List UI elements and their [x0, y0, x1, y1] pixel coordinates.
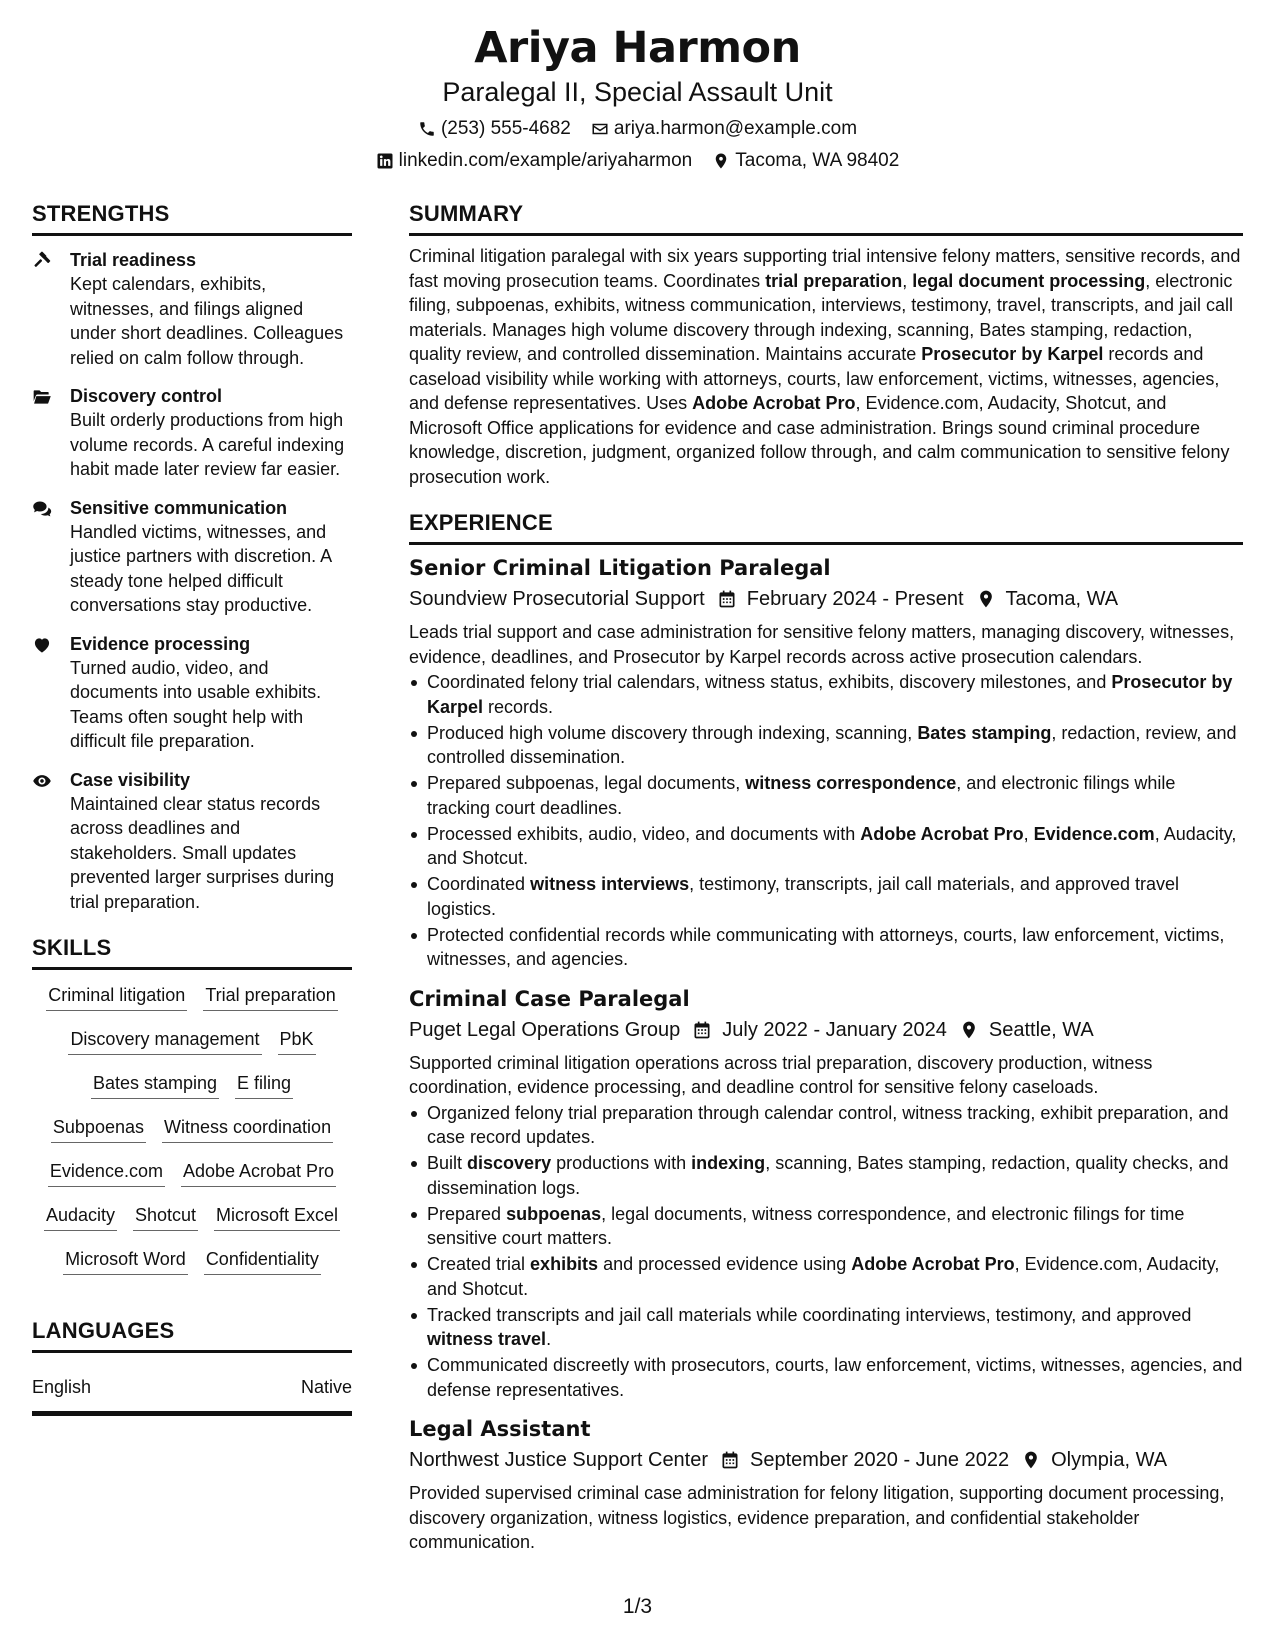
strengths-list	[32, 248, 352, 914]
skill-row	[32, 1204, 352, 1231]
job-title: Senior Criminal Litigation Paralegal	[409, 556, 831, 580]
bullet-item: Produced high volume discovery through indexing, scanning, Bates stamping, redaction, review, and controlled dissemination.	[409, 721, 1243, 770]
job-bullets	[409, 1101, 1243, 1403]
skills-heading: SKILLS	[32, 934, 352, 970]
email-text: ariya.harmon@example.com	[613, 118, 858, 139]
skill-tag: Trial preparation	[203, 984, 337, 1011]
experience-section	[409, 509, 1243, 1555]
location-contact	[712, 148, 899, 174]
job-meta	[409, 584, 1243, 614]
job-location: Tacoma, WA	[1005, 588, 1119, 610]
skills-section	[32, 934, 352, 1275]
summary-section	[409, 200, 1243, 489]
resume-header	[0, 22, 1275, 174]
skill-tag: Subpoenas	[51, 1116, 146, 1143]
strength-item	[32, 384, 352, 482]
bullet-item: Built discovery productions with indexing, scanning, Bates stamping, redaction, quality checks, and dissemination logs.	[409, 1151, 1243, 1200]
linkedin-icon	[376, 152, 394, 170]
skill-row	[32, 984, 352, 1011]
calendar-icon	[720, 1450, 740, 1470]
job-dates: July 2022 - January 2024	[722, 1018, 947, 1041]
language-row	[32, 1375, 352, 1416]
summary-text: Criminal litigation paralegal with six years supporting trial intensive felony matters, sensitive records, and fast moving prosecution teams. Coordinates trial preparation, legal document processing, electronic filing, subpoenas, exhibits, witness communication, interviews, testimony, travel, transcripts, and jail call materials. Manages high volume discovery through indexing, scanning, Bates stamping, redaction, quality review, and controlled dissemination. Maintains accurate Prosecutor by Karpel records and caseload visibility while working with attorneys, courts, law enforcement, victims, witnesses, agencies, and defense representatives. Uses Adobe Acrobat Pro, Evidence.com, Audacity, Shotcut, and Microsoft Office applications for evidence and case administration. Brings sound criminal procedure knowledge, discretion, judgment, organized follow through, and calm communication to sensitive felony prosecution work.	[409, 246, 1241, 487]
skill-row	[32, 1160, 352, 1187]
job-description: Leads trial support and case administration for sensitive felony matters, managing discovery, witnesses, evidence, deadlines, and Prosecutor by Karpel records across active prosecution calendars.	[409, 622, 1235, 667]
job-company: Soundview Prosecutorial Support	[409, 588, 705, 610]
bullet-item: Prepared subpoenas, legal documents, witness correspondence, and electronic filings while tracking court deadlines.	[409, 771, 1243, 820]
languages-section	[32, 1317, 352, 1416]
experience-heading: EXPERIENCE	[409, 509, 1243, 545]
bullet-item: Coordinated felony trial calendars, witness status, exhibits, discovery milestones, and Prosecutor by Karpel records.	[409, 670, 1243, 719]
skill-row	[32, 1072, 352, 1099]
skill-tag: Audacity	[44, 1204, 117, 1231]
map-pin-icon	[976, 589, 996, 609]
skill-row	[32, 1116, 352, 1143]
strength-title: Trial readiness	[70, 250, 197, 270]
skill-tag: Adobe Acrobat Pro	[181, 1160, 336, 1187]
strength-item	[32, 496, 352, 618]
strength-description: Handled victims, witnesses, and justice partners with discretion. A steady tone helped difficult conversations stay productive.	[70, 521, 332, 615]
bullet-item: Created trial exhibits and processed evidence using Adobe Acrobat Pro, Evidence.com, Audacity, and Shotcut.	[409, 1252, 1243, 1301]
map-pin-icon	[1021, 1450, 1041, 1470]
email-contact[interactable]	[591, 116, 857, 142]
languages-heading: LANGUAGES	[32, 1317, 352, 1353]
strength-item	[32, 248, 352, 370]
calendar-icon	[692, 1020, 712, 1040]
strength-description: Kept calendars, exhibits, witnesses, and filings aligned under short deadlines. Colleagues relied on calm follow through.	[70, 274, 344, 368]
skill-tag: Microsoft Word	[63, 1248, 188, 1275]
bullet-item: Prepared subpoenas, legal documents, witness correspondence, and electronic filings for time sensitive court matters.	[409, 1202, 1243, 1251]
strength-item	[32, 632, 352, 754]
skill-tag: Microsoft Excel	[214, 1204, 340, 1231]
calendar-icon	[717, 589, 737, 609]
page-number: 1/3	[622, 1595, 653, 1618]
skill-tag: Confidentiality	[204, 1248, 321, 1275]
gavel-icon	[32, 248, 70, 370]
skill-tag: Discovery management	[68, 1028, 261, 1055]
job-description: Supported criminal litigation operations across trial preparation, discovery production, witness coordination, evidence processing, and deadline control for sensitive felony caseloads.	[409, 1052, 1153, 1097]
job-meta	[409, 1015, 1243, 1045]
strength-title: Discovery control	[70, 386, 223, 406]
job-bullets	[409, 670, 1243, 972]
bullet-item: Tracked transcripts and jail call materials while coordinating interviews, testimony, and approved witness travel.	[409, 1303, 1243, 1352]
linkedin-text: linkedin.com/example/ariyaharmon	[398, 150, 693, 171]
skills-list	[32, 984, 352, 1275]
bullet-item: Organized felony trial preparation through calendar control, witness tracking, exhibit preparation, and case record updates.	[409, 1101, 1243, 1150]
job-dates: February 2024 - Present	[746, 588, 964, 610]
language-level: Native	[300, 1377, 352, 1397]
job-entry	[409, 553, 1243, 972]
job-dates: September 2020 - June 2022	[750, 1449, 1010, 1471]
bullet-item: Coordinated witness interviews, testimony, transcripts, jail call materials, and approved travel logistics.	[409, 872, 1243, 921]
linkedin-contact[interactable]	[376, 148, 693, 174]
phone-icon	[418, 120, 436, 138]
job-description: Provided supervised criminal case administration for felony litigation, supporting document processing, discovery organization, witness logistics, evidence preparation, and confidential stakeholder communication.	[409, 1483, 1225, 1552]
left-column	[32, 200, 352, 1416]
phone-text: (253) 555-4682	[440, 118, 571, 139]
strength-description: Turned audio, video, and documents into usable exhibits. Teams often sought help with difficult file preparation.	[70, 657, 322, 751]
right-column	[409, 200, 1243, 1555]
strength-title: Evidence processing	[70, 633, 251, 654]
bullet-item: Processed exhibits, audio, video, and documents with Adobe Acrobat Pro, Evidence.com, Audacity, and Shotcut.	[409, 822, 1243, 871]
strength-title: Sensitive communication	[70, 497, 288, 518]
job-location: Olympia, WA	[1051, 1449, 1168, 1471]
chat-bubbles-icon	[32, 496, 70, 618]
skill-tag: Criminal litigation	[46, 984, 187, 1011]
map-pin-icon	[712, 152, 730, 170]
summary-heading: SUMMARY	[409, 200, 1243, 236]
folder-open-icon	[32, 384, 70, 482]
skill-tag: E filing	[235, 1072, 293, 1099]
job-title: Legal Assistant	[409, 1417, 591, 1441]
language-name: English	[32, 1377, 92, 1397]
eye-icon	[32, 768, 70, 915]
bullet-item: Protected confidential records while communicating with attorneys, courts, law enforcement, victims, witnesses, and agencies.	[409, 923, 1243, 972]
job-entry	[409, 1414, 1243, 1555]
bullet-item: Communicated discreetly with prosecutors, courts, law enforcement, victims, witnesses, agencies, and defense representatives.	[409, 1353, 1243, 1402]
skill-tag: Shotcut	[133, 1204, 198, 1231]
skill-row	[32, 1248, 352, 1275]
contact-row-2	[0, 148, 1275, 174]
job-meta	[409, 1445, 1243, 1475]
strength-item	[32, 768, 352, 915]
strengths-section	[32, 200, 352, 914]
skill-tag: Evidence.com	[48, 1160, 165, 1187]
job-location: Seattle, WA	[988, 1018, 1094, 1041]
skill-tag: PbK	[278, 1028, 316, 1055]
strength-title: Case visibility	[70, 769, 191, 790]
candidate-name: Ariya Harmon	[474, 23, 801, 73]
job-entry	[409, 984, 1243, 1403]
strengths-heading: STRENGTHS	[32, 200, 352, 236]
skill-tag: Bates stamping	[91, 1072, 219, 1099]
strength-description: Maintained clear status records across deadlines and stakeholders. Small updates prevented larger surprises during trial preparation.	[70, 793, 335, 912]
skill-row	[32, 1028, 352, 1055]
job-title: Criminal Case Paralegal	[409, 986, 690, 1011]
job-company: Puget Legal Operations Group	[409, 1018, 681, 1041]
candidate-title: Paralegal II, Special Assault Unit	[442, 77, 833, 107]
map-pin-icon	[959, 1020, 979, 1040]
phone-contact[interactable]	[418, 116, 571, 142]
location-text: Tacoma, WA 98402	[735, 150, 900, 171]
contact-row-1	[0, 116, 1275, 142]
job-company: Northwest Justice Support Center	[409, 1449, 709, 1471]
envelope-icon	[591, 120, 609, 138]
heart-icon	[32, 632, 70, 754]
skill-tag: Witness coordination	[162, 1116, 333, 1143]
strength-description: Built orderly productions from high volume records. A careful indexing habit made later review far easier.	[70, 410, 345, 479]
